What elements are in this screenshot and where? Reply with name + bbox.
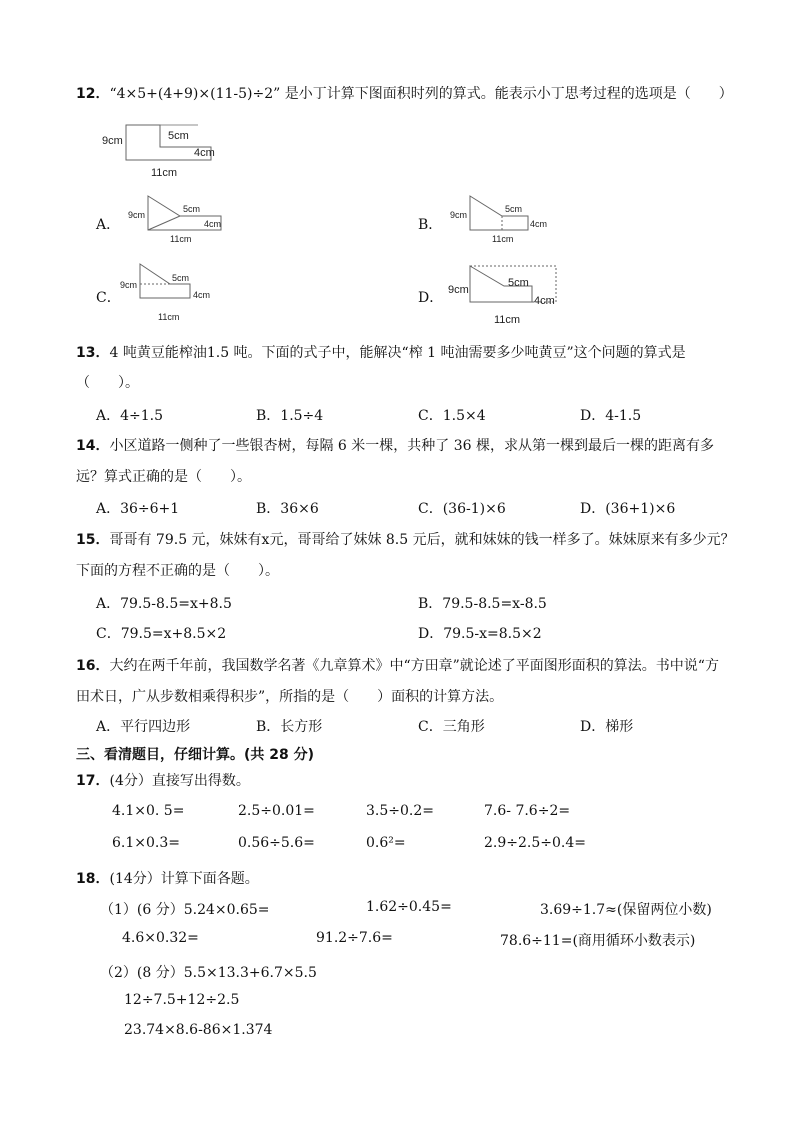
- q16-option-c[interactable]: C．三角形: [418, 719, 485, 735]
- q17-item: 2.5÷0.01=: [238, 803, 315, 819]
- q14-text2: 远？算式正确的是（ ）。: [76, 469, 251, 485]
- q16-option-a[interactable]: A．平行四边形: [96, 719, 191, 735]
- q12-number: 12．: [76, 86, 110, 102]
- fig-h-label: 9cm: [102, 135, 123, 147]
- q17-item: 3.5÷0.2=: [366, 803, 434, 819]
- q16-option-b[interactable]: B．长方形: [256, 719, 323, 735]
- q12-option-b-figure: [448, 192, 558, 242]
- svg-text:11cm: 11cm: [492, 234, 514, 242]
- q15: 15．哥哥有 79.5 元，妹妹有x元，哥哥给了妹妹 8.5 元后，就和妹妹的钱一样多了。妹妹原来有多少元？: [76, 532, 735, 548]
- q18-part2-label: （2）(8 分）: [100, 965, 184, 981]
- q12-option-d-figure: [448, 262, 578, 327]
- q13-option-c[interactable]: C．1.5×4: [418, 408, 486, 424]
- q18-item: 91.2÷7.6=: [316, 930, 393, 946]
- fig-bottom-label: 11cm: [151, 167, 178, 179]
- q18-item: 78.6÷11=(商用循环小数表示): [500, 933, 696, 949]
- q18-item: 5.24×0.65=: [183, 902, 270, 918]
- fig-right-label: 4cm: [194, 147, 215, 159]
- svg-text:9cm: 9cm: [450, 210, 468, 220]
- q17-item: 7.6- 7.6÷2=: [484, 803, 571, 819]
- q18-item: 23.74×8.6-86×1.374: [124, 1022, 273, 1038]
- svg-text:4cm: 4cm: [530, 219, 548, 229]
- q14-option-b[interactable]: B．36×6: [256, 501, 319, 517]
- section-heading: 三、看清题目，仔细计算。(共 28 分): [76, 747, 315, 763]
- svg-text:9cm: 9cm: [128, 210, 146, 220]
- q14-text: 小区道路一侧种了一些银杏树，每隔 6 米一棵，共种了 36 棵，求从第一棵到最后一棵的距离有多: [109, 438, 715, 454]
- q16: 16．大约在两千年前，我国数学名著《九章算术》中“方田章”就论述了平面图形面积的算法。书中说“方: [76, 658, 719, 674]
- svg-text:5cm: 5cm: [183, 204, 201, 214]
- q17: 17．(4分）直接写出得数。: [76, 773, 250, 789]
- q12-option-a[interactable]: A．: [96, 217, 121, 233]
- q18-part1-label: （1）(6 分）: [100, 902, 184, 918]
- svg-text:4cm: 4cm: [534, 295, 555, 307]
- q12-option-b[interactable]: B．: [418, 217, 443, 233]
- svg-text:5cm: 5cm: [505, 204, 523, 214]
- q16-option-d[interactable]: D．梯形: [580, 719, 634, 735]
- q12: [76, 83, 733, 103]
- q15-option-b[interactable]: B．79.5-8.5=x-8.5: [418, 596, 547, 612]
- q18: 18．(14分）计算下面各题。: [76, 871, 259, 887]
- svg-text:9cm: 9cm: [448, 284, 469, 296]
- q15-option-a[interactable]: A．79.5-8.5=x+8.5: [96, 596, 232, 612]
- q13-option-b[interactable]: B．1.5÷4: [256, 408, 324, 424]
- q14-option-c[interactable]: C．(36-1)×6: [418, 501, 506, 517]
- q15-text: 哥哥有 79.5 元，妹妹有x元，哥哥给了妹妹 8.5 元后，就和妹妹的钱一样多了。妹妹原来有多少元？: [109, 532, 735, 548]
- q12-option-a-figure: [126, 192, 236, 242]
- svg-text:5cm: 5cm: [508, 277, 529, 289]
- q15-option-d[interactable]: D．79.5-x=8.5×2: [418, 626, 542, 642]
- q12-main-figure: [98, 120, 238, 180]
- q16-text: 大约在两千年前，我国数学名著《九章算术》中“方田章”就论述了平面图形面积的算法。书中说“方: [109, 658, 719, 674]
- q12-option-c-figure: [120, 262, 230, 322]
- svg-text:5cm: 5cm: [172, 273, 190, 283]
- q13-text2: （ ）。: [76, 375, 139, 391]
- q15-option-c[interactable]: C．79.5=x+8.5×2: [96, 626, 227, 642]
- svg-text:11cm: 11cm: [170, 234, 192, 242]
- q17-item: 0.56÷5.6=: [238, 835, 315, 851]
- q17-text: (4分）直接写出得数。: [109, 773, 250, 789]
- svg-text:11cm: 11cm: [158, 312, 180, 322]
- q18-text: (14分）计算下面各题。: [109, 871, 259, 887]
- q17-item: 0.6²=: [366, 835, 406, 851]
- q18-item: 3.69÷1.7≈(保留两位小数): [540, 902, 712, 918]
- q12-text: “4×5+(4+9)×(11-5)÷2” 是小丁计算下图面积时列的算式。能表示小丁思考过程的选项是（ ）: [109, 86, 733, 102]
- q14: 14．小区道路一侧种了一些银杏树，每隔 6 米一棵，共种了 36 棵，求从第一棵到最后一棵的距离有多: [76, 438, 715, 454]
- q18-item: 1.62÷0.45=: [366, 899, 452, 915]
- q15-text2: 下面的方程不正确的是（ ）。: [76, 563, 279, 579]
- svg-text:4cm: 4cm: [193, 290, 211, 300]
- svg-text:11cm: 11cm: [494, 314, 521, 326]
- q13-option-a[interactable]: A．4÷1.5: [96, 408, 164, 424]
- q13-option-d[interactable]: D．4-1.5: [580, 408, 642, 424]
- q18-part1: [100, 899, 270, 919]
- q13: 13．4 吨黄豆能榨油1.5 吨。下面的式子中，能解决“榨 1 吨油需要多少吨黄豆”这个问题的算式是: [76, 345, 686, 361]
- q17-item: 6.1×0.3=: [112, 835, 180, 851]
- q12-option-c[interactable]: C．: [96, 290, 121, 306]
- q18-item: 4.6×0.32=: [122, 930, 199, 946]
- q12-option-d[interactable]: D．: [418, 290, 444, 306]
- q13-text: 4 吨黄豆能榨油1.5 吨。下面的式子中，能解决“榨 1 吨油需要多少吨黄豆”这个问题的算式是: [109, 345, 686, 361]
- q17-item: 4.1×0. 5=: [112, 803, 185, 819]
- q14-option-a[interactable]: A．36÷6+1: [96, 501, 180, 517]
- q17-item: 2.9÷2.5÷0.4=: [484, 835, 586, 851]
- q18-part2: [100, 962, 317, 982]
- svg-text:9cm: 9cm: [120, 280, 138, 290]
- svg-text:4cm: 4cm: [204, 219, 222, 229]
- q16-text2: 田术日，广从步数相乘得积步”，所指的是（ ）面积的计算方法。: [76, 689, 504, 705]
- fig-slant-label: 5cm: [168, 130, 189, 142]
- q18-item: 12÷7.5+12÷2.5: [124, 992, 240, 1008]
- q18-item: 5.5×13.3+6.7×5.5: [183, 965, 317, 981]
- q14-option-d[interactable]: D．(36+1)×6: [580, 501, 676, 517]
